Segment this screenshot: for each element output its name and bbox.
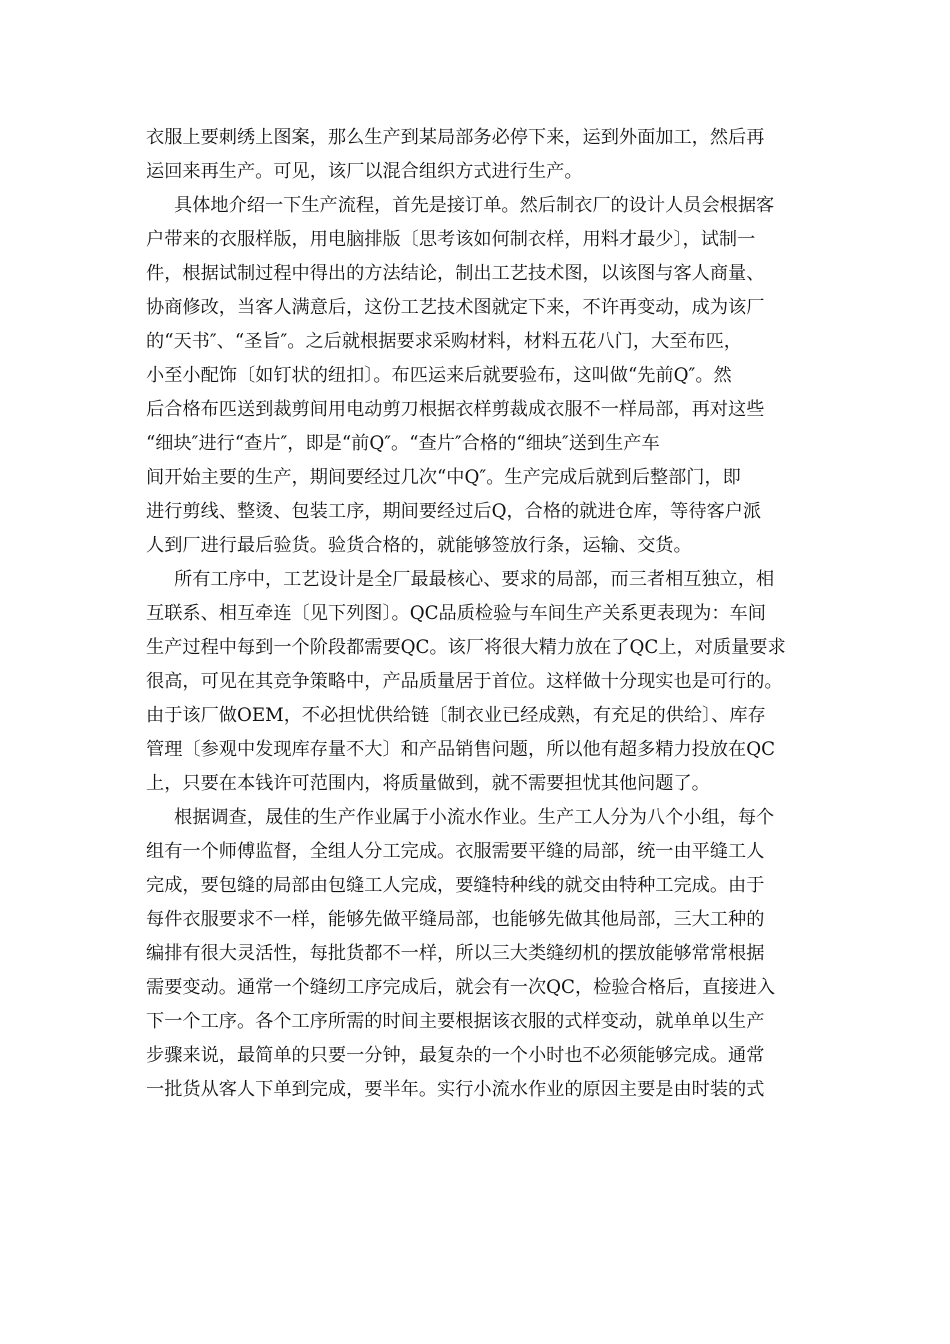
text-line: 户带来的衣服样版，用电脑排版〔思考该如何制衣样，用料才最少〕，试制一 xyxy=(146,229,756,250)
text-line: 下一个工序。各个工序所需的时间主要根据该衣服的式样变动，就单单以生产 xyxy=(146,1011,765,1032)
text-line: 件，根据试制过程中得出的方法结论，制出工艺技术图，以该图与客人商量、 xyxy=(146,263,765,284)
text-line: 协商修改，当客人满意后，这份工艺技术图就定下来，不许再变动，成为该厂 xyxy=(146,297,765,318)
text-line: 互联系、相互牵连〔见下列图〕。QC品质检验与车间生产关系更表现为：车间 xyxy=(146,603,766,624)
text-line: 后合格布匹送到裁剪间用电动剪刀根据衣样剪裁成衣服不一样局部，再对这些 xyxy=(146,399,765,420)
text-line: 运回来再生产。可见，该厂以混合组织方式进行生产。 xyxy=(146,161,583,182)
text-line: 衣服上要刺绣上图案，那么生产到某局部务必停下来，运到外面加工，然后再 xyxy=(146,127,765,148)
text-line: 一批货从客人下单到完成，要半年。实行小流水作业的原因主要是由时装的式 xyxy=(146,1079,765,1100)
text-line: 上，只要在本钱许可范围内，将质量做到，就不需要担忧其他问题了。 xyxy=(146,773,710,794)
text-line: 完成，要包缝的局部由包缝工人完成，要缝特种线的就交由特种工完成。由于 xyxy=(146,875,765,896)
text-line: 管理〔参观中发现库存量不大〕和产品销售问题，所以他有超多精力投放在QC xyxy=(146,739,776,760)
text-line: 步骤来说，最简单的只要一分钟，最复杂的一个小时也不必须能够完成。通常 xyxy=(146,1045,765,1066)
text-line: 间开始主要的生产，期间要经过几次“中Q″。生产完成后就到后整部门，即 xyxy=(146,467,741,488)
text-line: 生产过程中每到一个阶段都需要QC。该厂将很大精力放在了QC上，对质量要求 xyxy=(146,637,786,658)
text-line: 编排有很大灵活性，每批货都不一样，所以三大类缝纫机的摆放能够常常根据 xyxy=(146,943,765,964)
text-line: 进行剪线、整烫、包装工序，期间要经过后Q，合格的就进仓库，等待客户派 xyxy=(146,501,762,522)
text-line: “细块″进行“查片″，即是“前Q″。“查片″合格的“细块″送到生产车 xyxy=(146,433,660,454)
text-line: 组有一个师傅监督，全组人分工完成。衣服需要平缝的局部，统一由平缝工人 xyxy=(146,841,765,862)
paragraph-first-line: 所有工序中，工艺设计是全厂最最核心、要求的局部，而三者相互独立，相 xyxy=(174,569,775,590)
text-line: 的“天书″、“圣旨″。之后就根据要求采购材料，材料五花八门，大至布匹， xyxy=(146,331,742,352)
paragraph-first-line: 根据调查，晟佳的生产作业属于小流水作业。生产工人分为八个小组，每个 xyxy=(174,807,775,828)
paragraph-first-line: 具体地介绍一下生产流程，首先是接订单。然后制衣厂的设计人员会根据客 xyxy=(174,195,775,216)
text-line: 需要变动。通常一个缝纫工序完成后，就会有一次QC，检验合格后，直接进入 xyxy=(146,977,776,998)
document-body xyxy=(146,121,806,1107)
text-line: 由于该厂做OEM，不必担忧供给链〔制衣业已经成熟，有充足的供给〕、库存 xyxy=(146,705,766,726)
text-line: 人到厂进行最后验货。验货合格的，就能够签放行条，运输、交货。 xyxy=(146,535,692,556)
text-line: 很高，可见在其竞争策略中，产品质量居于首位。这样做十分现实也是可行的。 xyxy=(146,671,783,692)
text-line: 每件衣服要求不一样，能够先做平缝局部，也能够先做其他局部，三大工种的 xyxy=(146,909,765,930)
text-line: 小至小配饰〔如钉状的纽扣〕。布匹运来后就要验布，这叫做“先前Q″。然 xyxy=(146,365,732,386)
